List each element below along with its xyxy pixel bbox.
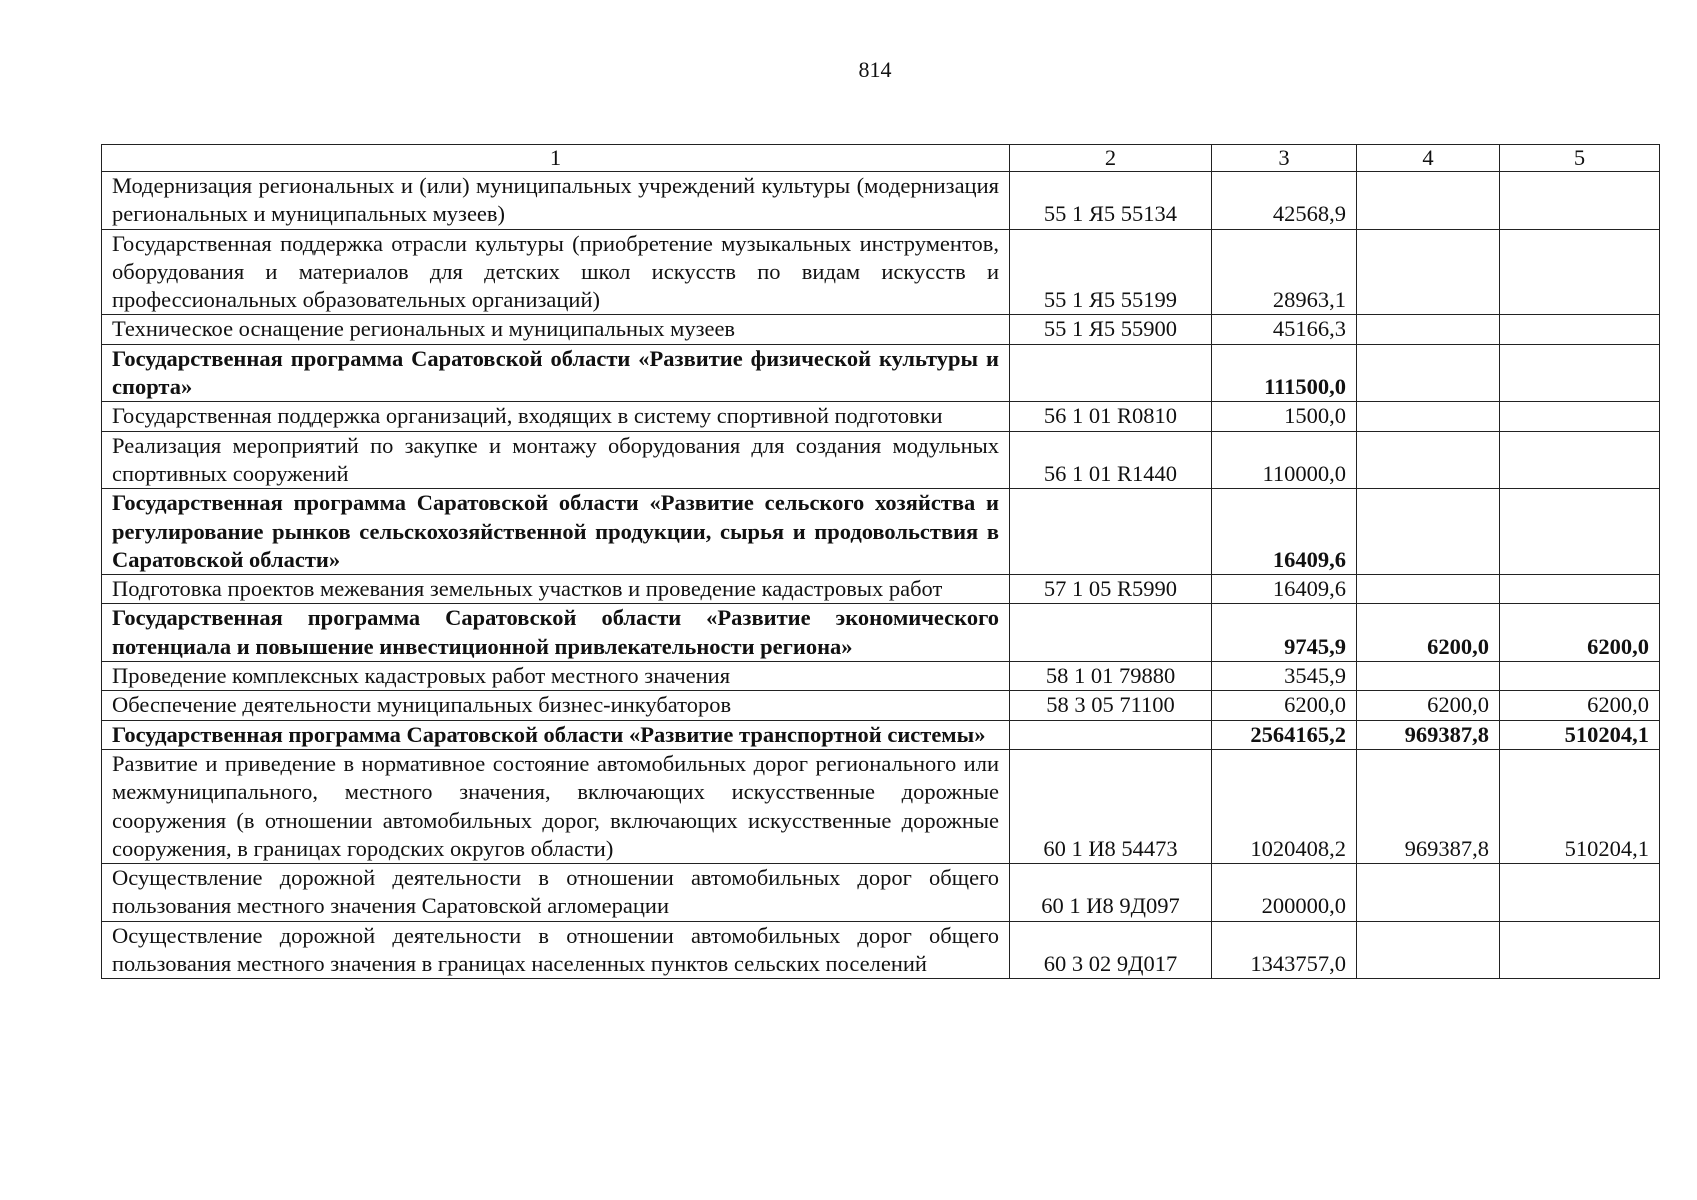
table-row	[102, 691, 1660, 720]
budget-table	[101, 144, 1660, 979]
table-row	[102, 402, 1660, 431]
table-row	[102, 662, 1660, 691]
row-value-col5: 510204,1	[1500, 720, 1660, 749]
row-code: 60 1 И8 54473	[1010, 749, 1212, 863]
row-value-col3: 2564165,2	[1212, 720, 1357, 749]
page-number: 814	[858, 57, 892, 82]
row-description: Обеспечение деятельности муниципальных бизнес-инкубаторов	[102, 691, 1010, 720]
row-description: Развитие и приведение в нормативное состояние автомобильных дорог регионального или межмуниципального, местного значения, включающих искусственные дорожные сооружения (в отношении автомобильных дорог, включающих искусственные дорожные сооружения, в границах городских округов области)	[102, 749, 1010, 863]
row-description: Осуществление дорожной деятельности в отношении автомобильных дорог общего пользования местного значения в границах населенных пунктов сельских поселений	[102, 921, 1010, 979]
row-value-col5	[1500, 489, 1660, 575]
row-value-col5	[1500, 172, 1660, 230]
table-row	[102, 921, 1660, 979]
row-value-col4	[1357, 431, 1500, 489]
row-value-col3: 1020408,2	[1212, 749, 1357, 863]
row-value-col4	[1357, 662, 1500, 691]
row-code: 55 1 Я5 55900	[1010, 315, 1212, 344]
row-description: Проведение комплексных кадастровых работ местного значения	[102, 662, 1010, 691]
table-row	[102, 431, 1660, 489]
row-value-col4	[1357, 864, 1500, 922]
row-value-col3: 1343757,0	[1212, 921, 1357, 979]
row-description: Подготовка проектов межевания земельных участков и проведение кадастровых работ	[102, 575, 1010, 604]
row-value-col4	[1357, 921, 1500, 979]
row-value-col4	[1357, 575, 1500, 604]
table-row	[102, 172, 1660, 230]
row-value-col4: 969387,8	[1357, 749, 1500, 863]
row-value-col4: 969387,8	[1357, 720, 1500, 749]
row-value-col5: 510204,1	[1500, 749, 1660, 863]
column-header: 4	[1357, 145, 1500, 172]
row-code: 58 1 01 79880	[1010, 662, 1212, 691]
row-description: Государственная поддержка организаций, входящих в систему спортивной подготовки	[102, 402, 1010, 431]
table-row	[102, 315, 1660, 344]
row-value-col5	[1500, 662, 1660, 691]
row-code: 60 3 02 9Д017	[1010, 921, 1212, 979]
column-header: 1	[102, 145, 1010, 172]
row-value-col5	[1500, 575, 1660, 604]
row-value-col3: 110000,0	[1212, 431, 1357, 489]
program-row	[102, 604, 1660, 662]
row-value-col4	[1357, 172, 1500, 230]
row-description: Государственная программа Саратовской области «Развитие транспортной системы»	[102, 720, 1010, 749]
row-value-col4: 6200,0	[1357, 691, 1500, 720]
row-value-col4	[1357, 315, 1500, 344]
row-code: 58 3 05 71100	[1010, 691, 1212, 720]
row-value-col4: 6200,0	[1357, 604, 1500, 662]
row-value-col5	[1500, 344, 1660, 402]
row-code: 57 1 05 R5990	[1010, 575, 1212, 604]
row-code: 60 1 И8 9Д097	[1010, 864, 1212, 922]
row-value-col3: 6200,0	[1212, 691, 1357, 720]
row-value-col5	[1500, 315, 1660, 344]
row-value-col3: 16409,6	[1212, 575, 1357, 604]
table-row	[102, 749, 1660, 863]
row-description: Государственная поддержка отрасли культуры (приобретение музыкальных инструментов, оборудования и материалов для детских школ искусств по видам искусств и профессиональных образовательных организаций)	[102, 229, 1010, 315]
row-value-col4	[1357, 402, 1500, 431]
row-value-col3: 28963,1	[1212, 229, 1357, 315]
row-value-col3: 45166,3	[1212, 315, 1357, 344]
program-row	[102, 489, 1660, 575]
row-value-col5	[1500, 921, 1660, 979]
row-code	[1010, 489, 1212, 575]
table-row	[102, 229, 1660, 315]
row-description: Государственная программа Саратовской области «Развитие сельского хозяйства и регулирование рынков сельскохозяйственной продукции, сырья и продовольствия в Саратовской области»	[102, 489, 1010, 575]
row-value-col5	[1500, 229, 1660, 315]
row-description: Государственная программа Саратовской области «Развитие экономического потенциала и повышение инвестиционной привлекательности региона»	[102, 604, 1010, 662]
row-code: 56 1 01 R1440	[1010, 431, 1212, 489]
column-header: 5	[1500, 145, 1660, 172]
row-code	[1010, 720, 1212, 749]
row-value-col3: 42568,9	[1212, 172, 1357, 230]
row-value-col4	[1357, 229, 1500, 315]
row-description: Государственная программа Саратовской области «Развитие физической культуры и спорта»	[102, 344, 1010, 402]
row-description: Модернизация региональных и (или) муниципальных учреждений культуры (модернизация региональных и муниципальных музеев)	[102, 172, 1010, 230]
row-value-col3: 111500,0	[1212, 344, 1357, 402]
program-row	[102, 344, 1660, 402]
row-code: 56 1 01 R0810	[1010, 402, 1212, 431]
table-header-row	[102, 145, 1660, 172]
row-description: Реализация мероприятий по закупке и монтажу оборудования для создания модульных спортивных сооружений	[102, 431, 1010, 489]
table-row	[102, 575, 1660, 604]
row-value-col3: 9745,9	[1212, 604, 1357, 662]
table-body	[102, 172, 1660, 979]
row-value-col4	[1357, 344, 1500, 402]
row-value-col3: 16409,6	[1212, 489, 1357, 575]
row-value-col3: 3545,9	[1212, 662, 1357, 691]
row-code: 55 1 Я5 55199	[1010, 229, 1212, 315]
row-value-col5: 6200,0	[1500, 604, 1660, 662]
row-value-col3: 1500,0	[1212, 402, 1357, 431]
program-row	[102, 720, 1660, 749]
row-code: 55 1 Я5 55134	[1010, 172, 1212, 230]
row-description: Техническое оснащение региональных и муниципальных музеев	[102, 315, 1010, 344]
row-description: Осуществление дорожной деятельности в отношении автомобильных дорог общего пользования местного значения Саратовской агломерации	[102, 864, 1010, 922]
row-value-col5	[1500, 864, 1660, 922]
row-value-col5	[1500, 402, 1660, 431]
table-row	[102, 864, 1660, 922]
column-header: 2	[1010, 145, 1212, 172]
row-code	[1010, 344, 1212, 402]
row-value-col5	[1500, 431, 1660, 489]
row-value-col5: 6200,0	[1500, 691, 1660, 720]
row-code	[1010, 604, 1212, 662]
row-value-col4	[1357, 489, 1500, 575]
column-header: 3	[1212, 145, 1357, 172]
row-value-col3: 200000,0	[1212, 864, 1357, 922]
